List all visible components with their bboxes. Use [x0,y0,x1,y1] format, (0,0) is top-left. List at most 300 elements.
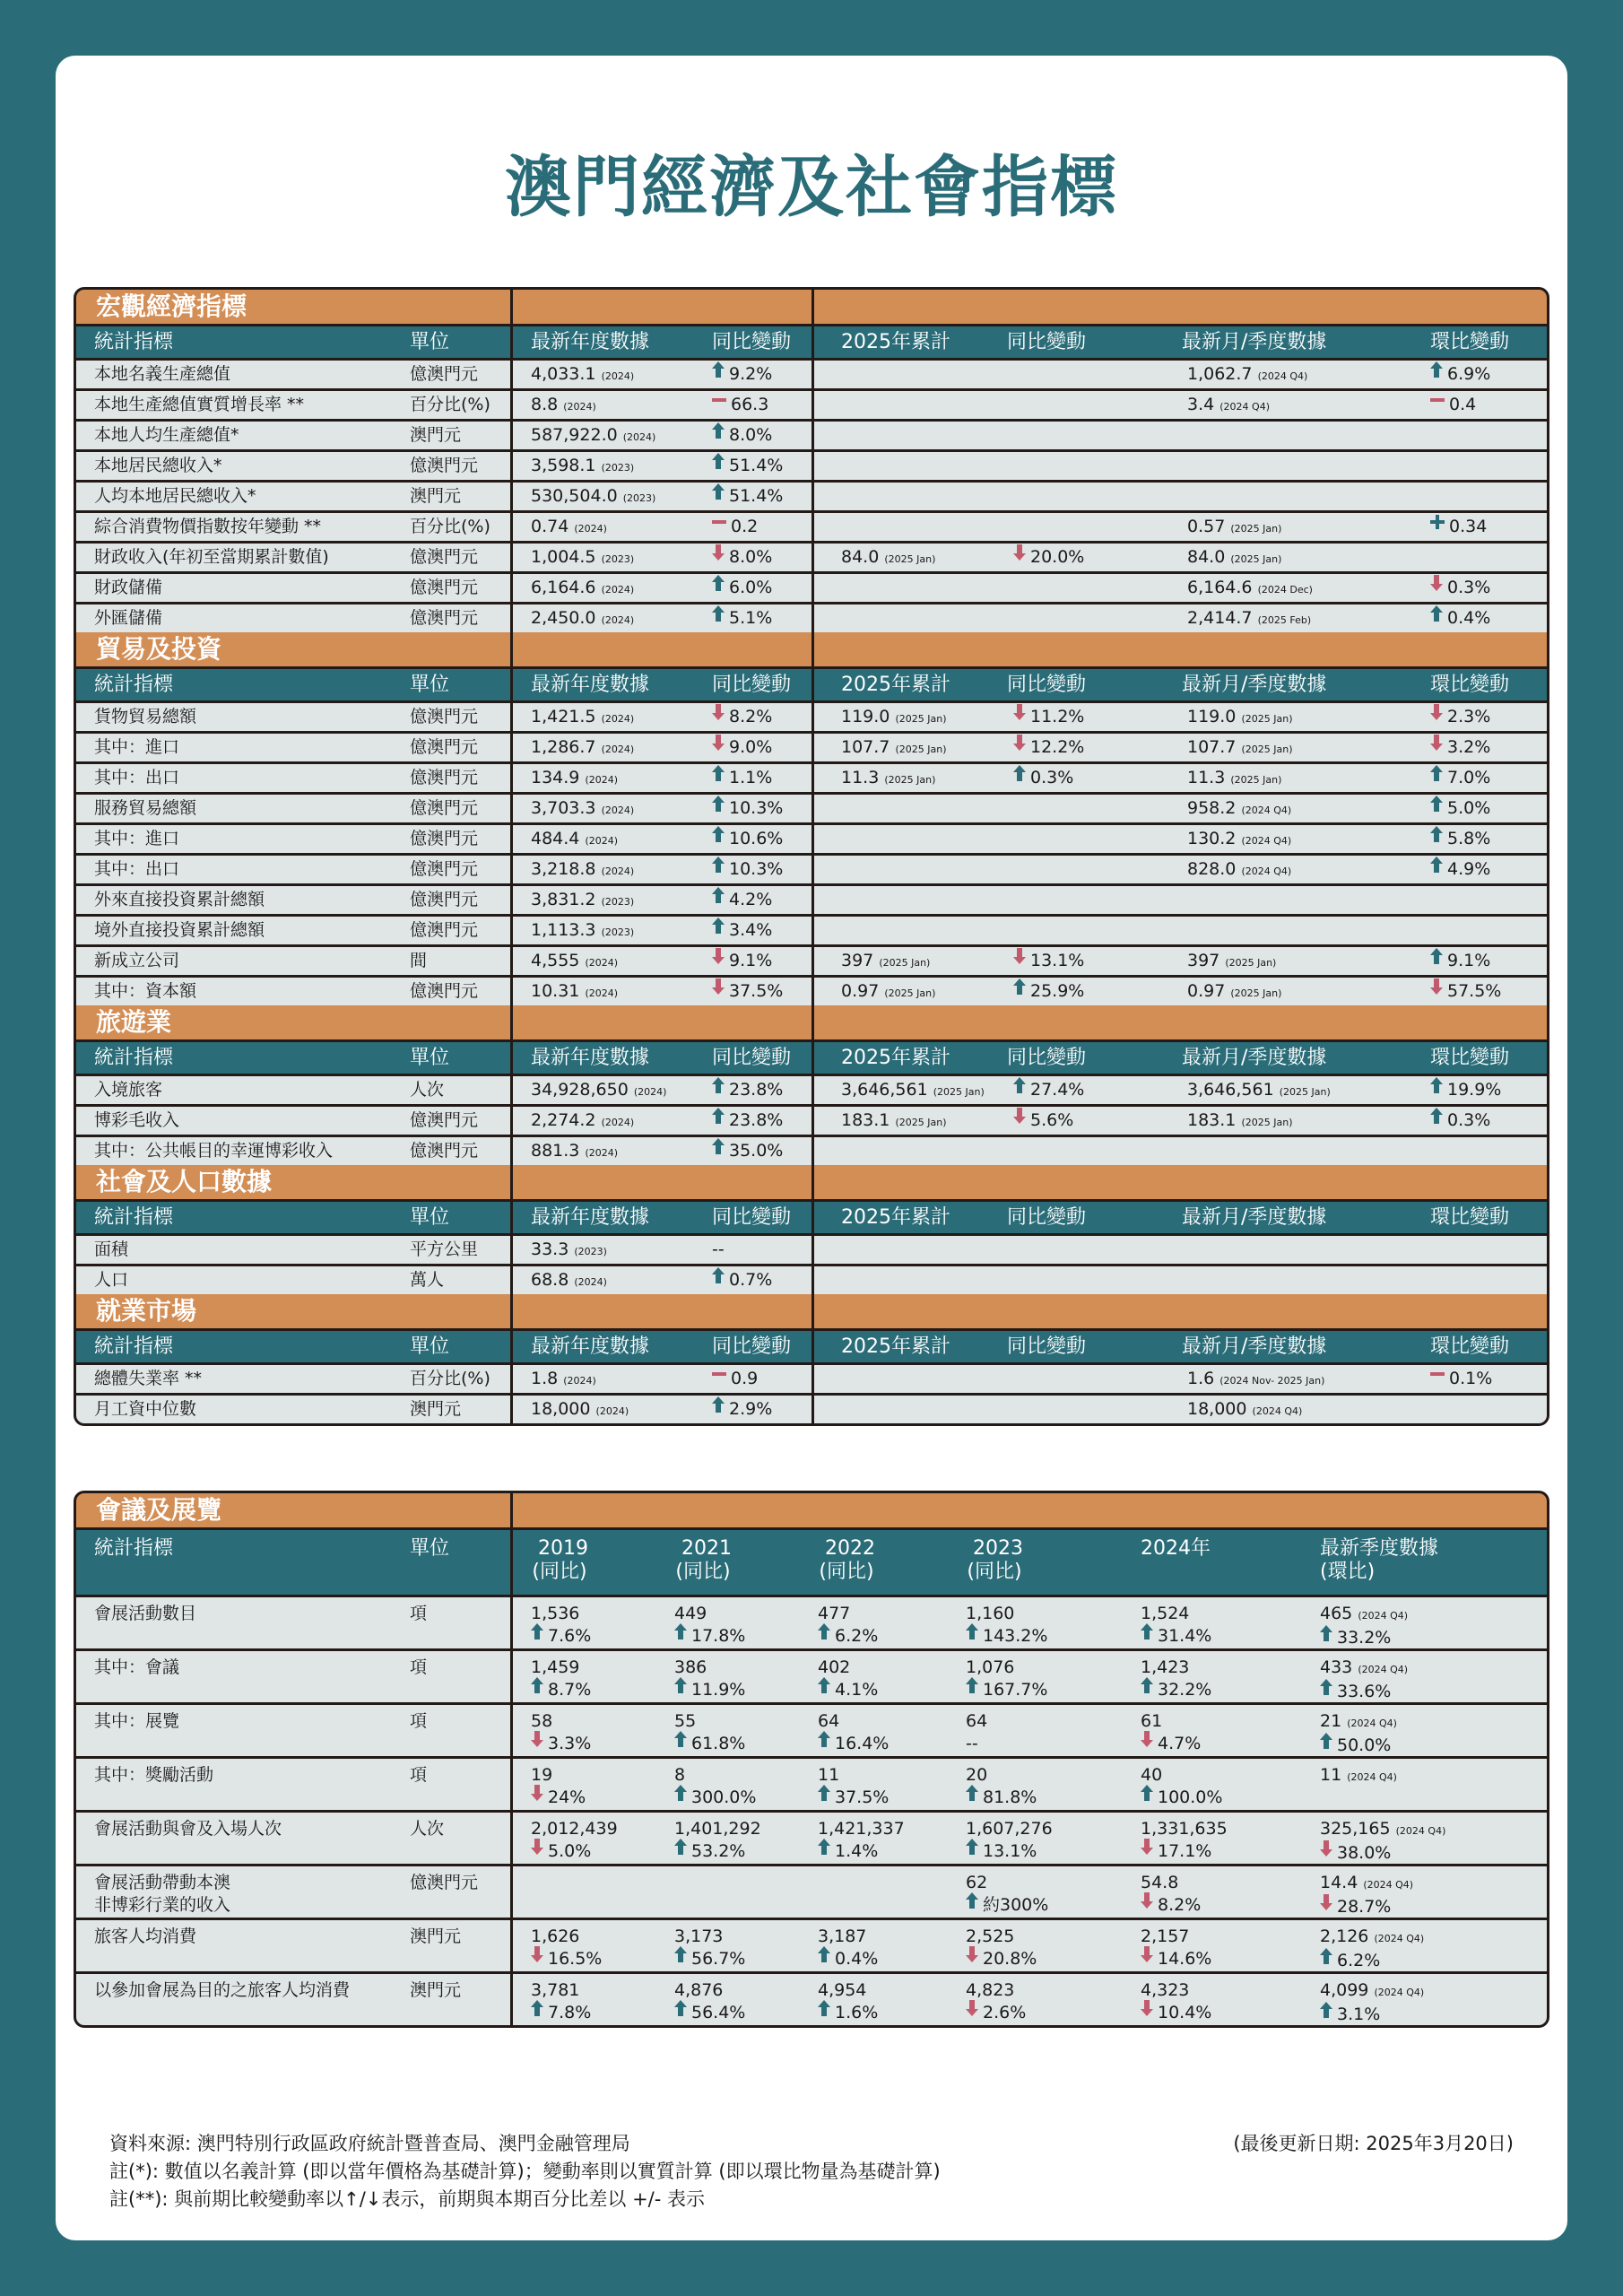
change-value: 167.7% [983,1680,1048,1700]
header-latest [1320,1537,1438,1584]
latest-year-value [531,795,634,824]
value: 4,099 [1320,1980,1369,2000]
footer-note-1: 註(*): 數值以名義計算 (即以當年價格為基礎計算)；變動率則以實質計算 (即以環比物量為基礎計算) [109,2161,941,2182]
change-value: -- [966,1734,978,1753]
footer-updated: (最後更新日期: 2025年3月20日) [1233,2133,1514,2154]
period-tag: (2024) [601,865,635,877]
value: 11 [818,1765,840,1785]
value: 2,525 [966,1926,1015,1946]
header-latest-year: 最新年度數據 [531,1335,650,1358]
indicator-unit: 平方公里 [410,1239,479,1259]
header-y2023 [966,1537,1023,1584]
mice-cell [966,1818,1053,1863]
latest-period-value [1187,391,1270,421]
qoq-change [1430,1107,1490,1135]
change-value: 約300% [983,1895,1049,1915]
value: 3,598.1 [531,456,596,475]
value: 3,646,561 [841,1080,928,1100]
latest-year-value [531,604,634,634]
arrow-down-icon [712,976,725,1004]
indicator-name: 貨物貿易總額 [94,707,197,726]
mice-cell [1141,1603,1211,1648]
indicator-unit: 項 [410,1711,428,1731]
table-row [76,1396,1547,1423]
mice-row [76,1920,1547,1971]
value: 0.57 [1187,517,1226,536]
value: 64 [818,1711,840,1731]
qoq-change [1430,361,1490,388]
value: 3,187 [818,1926,867,1946]
period-tag: (2024) [574,1276,607,1288]
mice-row [76,1705,1547,1756]
change-value: 2.3% [1447,707,1491,726]
indicator-unit: 億澳門元 [410,608,479,628]
value: 33.3 [531,1239,569,1259]
change-value: 5.0% [548,1841,592,1861]
table-row [76,1107,1547,1135]
header-ytd: 2025年累計 [841,1047,950,1069]
mice-row [76,1651,1547,1702]
arrow-down-icon [712,701,725,729]
change-value: 38.0% [1337,1843,1392,1863]
arrow-down-icon [1141,1731,1153,1753]
period-tag: (2025 Jan) [884,987,936,999]
value: 958.2 [1187,798,1237,818]
latest-year-value [531,483,655,512]
arrow-up-icon [712,793,725,821]
yoy-change [712,703,772,731]
table-row [76,483,1547,510]
change-value: 1.6% [835,2003,879,2022]
value: 4,323 [1141,1980,1190,2000]
header-ytd: 2025年累計 [841,674,950,696]
indicators-table [74,287,1549,1426]
latest-year-value [531,574,634,604]
yoy-change [712,917,772,944]
value: 1,401,292 [674,1819,761,1839]
header-ytd-yoy: 同比變動 [1007,674,1087,696]
qoq-change [1430,1076,1501,1104]
change-value: 0.4% [1447,608,1491,628]
value: 62 [966,1873,988,1892]
header-qoq: 環比變動 [1430,1047,1510,1069]
latest-year-value [531,422,655,451]
qoq-change [1430,703,1490,731]
indicator-unit: 億澳門元 [410,859,479,879]
yoy-change [712,452,783,480]
arrow-up-icon [712,1394,725,1422]
change-value: 0.4 [1449,395,1477,414]
arrow-up-icon [1430,793,1443,821]
indicator-unit: 百分比(%) [410,517,490,536]
header-latest-year: 最新年度數據 [531,674,650,696]
change-value: 17.1% [1158,1841,1212,1861]
latest-year-value [531,886,634,916]
arrow-up-icon [818,1785,830,1807]
indicator-name [94,1603,196,1625]
table-row [76,795,1547,822]
header-latest-period: 最新月/季度數據 [1182,331,1327,353]
value: 1,459 [531,1657,580,1677]
header-yoy: 同比變動 [712,1206,792,1229]
mice-cell [531,1710,591,1755]
change-value: 8.0% [729,425,773,445]
indicator-name: 本地人均生產總值* [94,425,239,445]
yoy-change [712,764,772,792]
yoy-change [712,1137,783,1165]
change-value: 1.1% [729,768,773,787]
arrow-down-icon [1430,732,1443,760]
change-value: 33.2% [1337,1628,1392,1648]
period-tag: (2024) [585,987,619,999]
change-value: 6.2% [835,1626,879,1646]
latest-period-value [1187,947,1276,977]
header-ytd-yoy: 同比變動 [1007,331,1087,353]
period-tag: (2025 Jan) [895,1117,947,1128]
indicator-unit: 億澳門元 [410,364,479,384]
table-row [76,574,1547,602]
period-tag: (2024) [563,401,596,413]
value: 2,450.0 [531,608,596,628]
change-value: 100.0% [1158,1787,1223,1807]
period-tag: (2025 Jan) [879,957,931,969]
value: 134.9 [531,768,580,787]
mice-cell [674,1603,745,1648]
arrow-up-icon [1320,2002,1332,2024]
change-value: 5.0% [1447,798,1491,818]
period-tag: (2025 Jan) [1225,957,1277,969]
arrow-down-icon [1013,542,1026,570]
indicator-name [94,1764,213,1787]
arrow-up-icon [712,420,725,448]
arrow-down-icon [1141,1946,1153,1969]
value: 1,423 [1141,1657,1190,1677]
latest-year-value [531,1266,607,1296]
table-row [76,422,1547,449]
name-line: 其中：獎勵活動 [94,1765,214,1785]
value: 1,524 [1141,1604,1190,1623]
arrow-up-icon [966,1623,978,1646]
latest-period-value [1187,734,1292,763]
arrow-up-icon [1320,1625,1332,1648]
value: 19 [531,1765,553,1785]
latest-year-value [531,544,634,573]
change-value: 51.4% [729,486,784,506]
value: 828.0 [1187,859,1237,879]
latest-period-value [1187,361,1307,390]
value: 4,954 [818,1980,867,2000]
arrow-up-icon [712,762,725,790]
header-ytd-yoy: 同比變動 [1007,1206,1087,1229]
yoy-sub: (同比) [675,1561,731,1583]
change-value: 0.3% [1447,1110,1491,1130]
ytd-value [841,703,946,733]
period-tag: (2024) [585,835,619,847]
change-value: 0.3% [1447,578,1491,597]
change-value: -- [712,1239,725,1259]
section-header [76,1005,1547,1039]
value: 119.0 [1187,707,1237,726]
period-tag: (2023) [601,462,635,474]
header-unit: 單位 [410,1206,450,1229]
change-value: 24% [548,1787,586,1807]
change-value: 9.0% [729,737,773,757]
period-tag: (2025 Jan) [895,744,947,755]
latest-period-value [1187,795,1291,824]
arrow-up-icon [712,359,725,387]
indicator-name: 入境旅客 [94,1080,163,1100]
header-indicator: 統計指標 [94,1047,174,1069]
period-tag: (2024 Q4) [1395,1825,1446,1837]
arrow-down-icon [1320,1840,1332,1863]
value: 3,831.2 [531,890,596,909]
latest-period-value [1187,703,1292,733]
period-tag: (2024 Q4) [1219,401,1270,413]
change-value: 37.5% [835,1787,890,1807]
value: 4,823 [966,1980,1015,2000]
arrow-down-icon [531,1839,543,1861]
latest-year-value [531,703,634,733]
yoy-change [712,978,783,1005]
value: 183.1 [841,1110,890,1130]
change-value: 7.0% [1447,768,1491,787]
change-value: 0.2 [731,517,759,536]
indicator-name: 外匯儲備 [94,608,163,628]
change-value: 300.0% [691,1787,757,1807]
header-indicator: 統計指標 [94,1206,174,1229]
latest-year-value [531,825,618,855]
name-line: 其中：展覽 [94,1711,180,1731]
period-tag: (2024 Q4) [1358,1610,1409,1622]
table-row [76,856,1547,883]
period-tag: (2023) [622,492,656,504]
yoy-change [712,604,772,632]
change-value: 61.8% [691,1734,746,1753]
indicator-unit: 項 [410,1765,428,1785]
period-tag: (2025 Jan) [1241,744,1293,755]
indicator-name [94,1710,179,1733]
arrow-down-icon [1013,701,1026,729]
header-latest-period: 最新月/季度數據 [1182,1206,1327,1229]
indicator-unit: 億澳門元 [410,829,479,848]
ytd-yoy-change [1013,703,1084,731]
value: 2,157 [1141,1926,1190,1946]
change-value: 0.7% [729,1270,773,1290]
period-tag: (2025 Jan) [933,1086,985,1098]
arrow-up-icon [712,1135,725,1163]
arrow-up-icon [531,2000,543,2022]
period-tag: (2025 Jan) [1230,987,1282,999]
indicator-name: 人均本地居民總收入* [94,486,256,506]
value: 1,076 [966,1657,1015,1677]
change-value: 3.2% [1447,737,1491,757]
value: 1.8 [531,1369,559,1388]
mice-cell [531,1926,602,1970]
period-tag: (2024) [595,1405,629,1417]
arrow-down-icon [531,1731,543,1753]
name-line: 旅客人均消費 [94,1926,197,1946]
mice-cell [966,1603,1047,1648]
latest-year-value [531,391,596,421]
mice-cell [818,1764,889,1809]
indicator-unit: 億澳門元 [410,768,479,787]
arrow-up-icon [531,1677,543,1700]
minus-icon [712,1363,726,1391]
value: 2,274.2 [531,1110,596,1130]
yoy-change [712,1236,725,1264]
arrow-up-icon [818,1677,830,1700]
mice-cell [531,1603,591,1648]
mice-cell [531,1657,591,1701]
period-tag: (2024 Q4) [1363,1879,1414,1891]
indicator-unit: 間 [410,951,428,970]
change-value: 50.0% [1337,1735,1392,1755]
mice-cell [1320,1603,1408,1649]
arrow-up-icon [674,1677,687,1700]
mice-header-row [76,1530,1547,1595]
name-line: 非博彩行業的收入 [94,1895,231,1915]
column-header-row [76,1202,1547,1233]
indicator-name: 面積 [94,1239,129,1259]
table-row [76,1365,1547,1393]
arrow-up-icon [1141,1623,1153,1646]
header-indicator: 統計指標 [94,331,174,353]
change-value: 0.4% [835,1949,879,1969]
header-ytd-yoy: 同比變動 [1007,1047,1087,1069]
period-tag: (2025 Jan) [1230,774,1282,786]
indicator-unit: 億澳門元 [410,547,479,567]
column-header-row [76,669,1547,700]
indicator-name: 服務貿易總額 [94,798,197,818]
arrow-down-icon [966,1946,978,1969]
change-value: 20.8% [983,1949,1037,1969]
change-value: 4.1% [835,1680,879,1700]
mice-cell [818,1657,878,1701]
value: 1,421.5 [531,707,596,726]
arrow-down-icon [712,945,725,973]
header-ytd-yoy: 同比變動 [1007,1335,1087,1358]
period-tag: (2024 Q4) [1241,865,1292,877]
header-unit: 單位 [410,674,450,696]
minus-icon [712,511,726,539]
change-value: 5.8% [1447,829,1491,848]
yoy-change [712,795,783,822]
arrow-down-icon [712,542,725,570]
value: 119.0 [841,707,890,726]
latest-year-value [531,361,634,390]
mice-cell [966,1764,1037,1809]
period-tag: (2024 Q4) [1347,1718,1397,1729]
indicator-name: 本地居民總收入* [94,456,222,475]
period-tag: (2025 Jan) [884,774,936,786]
latest-period-value [1187,544,1281,573]
value: 11.3 [841,768,880,787]
ytd-yoy-change [1013,1076,1084,1104]
arrow-up-icon [712,884,725,912]
value: 530,504.0 [531,486,618,506]
indicator-name [94,1872,230,1917]
latest-year-value [531,978,618,1007]
mice-cell [966,1657,1047,1701]
header-latest-period: 最新月/季度數據 [1182,674,1327,696]
change-value: 13.1% [983,1841,1037,1861]
yoy-sub: (同比) [532,1561,587,1583]
table-row [76,1236,1547,1264]
column-header-row [76,1042,1547,1074]
arrow-down-icon [1141,1839,1153,1861]
mice-cell [966,1872,1048,1917]
change-value: 8.2% [1158,1895,1202,1915]
section-header [76,1493,1547,1527]
yoy-change [712,886,772,914]
latest-period-value [1187,825,1291,855]
change-value: 9.1% [1447,951,1491,970]
arrow-up-icon [712,481,725,509]
indicator-name: 其中：出口 [94,859,180,879]
value: 3,703.3 [531,798,596,818]
arrow-up-icon [966,1677,978,1700]
period-tag: (2023) [574,1246,607,1257]
value: 477 [818,1604,851,1623]
arrow-up-icon [1141,1677,1153,1700]
value: 8.8 [531,395,559,414]
value: 18,000 [1187,1399,1247,1419]
value: 107.7 [1187,737,1237,757]
header-indicator: 統計指標 [94,674,174,696]
value: 0.97 [1187,981,1226,1001]
period-tag: (2024 Q4) [1257,370,1308,382]
change-value: 6.0% [729,578,773,597]
section-title: 貿易及投資 [76,632,510,666]
header-yoy: 同比變動 [712,1047,792,1069]
change-value: 56.4% [691,2003,746,2022]
value: 587,922.0 [531,425,618,445]
mice-cell [674,1764,756,1809]
change-value: 11.9% [691,1680,746,1700]
latest-period-value [1187,978,1281,1007]
change-value: 35.0% [729,1141,784,1161]
indicator-name: 其中：公共帳目的幸運博彩收入 [94,1141,334,1161]
mice-cell [1320,1657,1408,1703]
section-header [76,632,1547,666]
table-row [76,825,1547,853]
change-value: 8.2% [729,707,773,726]
period-tag: (2023) [601,553,635,565]
change-value: 8.0% [729,547,773,567]
qoq-sub: (環比) [1320,1561,1376,1583]
value: 1,062.7 [1187,364,1253,384]
latest-year-value [531,1137,618,1167]
footer-note-2: 註(**): 與前期比較變動率以↑/↓表示，前期與本期百分比差以 +/- 表示 [109,2188,705,2210]
arrow-down-icon [1013,732,1026,760]
period-tag: (2024 Dec) [1257,584,1313,596]
latest-period-value [1187,1076,1331,1106]
yoy-change [712,544,772,571]
change-value: 57.5% [1447,981,1502,1001]
mice-cell [1141,1872,1201,1917]
column-header-row [76,326,1547,358]
arrow-up-icon [818,2000,830,2022]
section-title: 社會及人口數據 [76,1165,510,1199]
change-value: 81.8% [983,1787,1037,1807]
period-tag: (2024) [601,804,635,816]
change-value: 0.3% [1030,768,1074,787]
mice-cell [966,1979,1026,2024]
arrow-up-icon [674,2000,687,2022]
value: 3,218.8 [531,859,596,879]
value: 61 [1141,1711,1163,1731]
arrow-up-icon [966,1892,978,1915]
